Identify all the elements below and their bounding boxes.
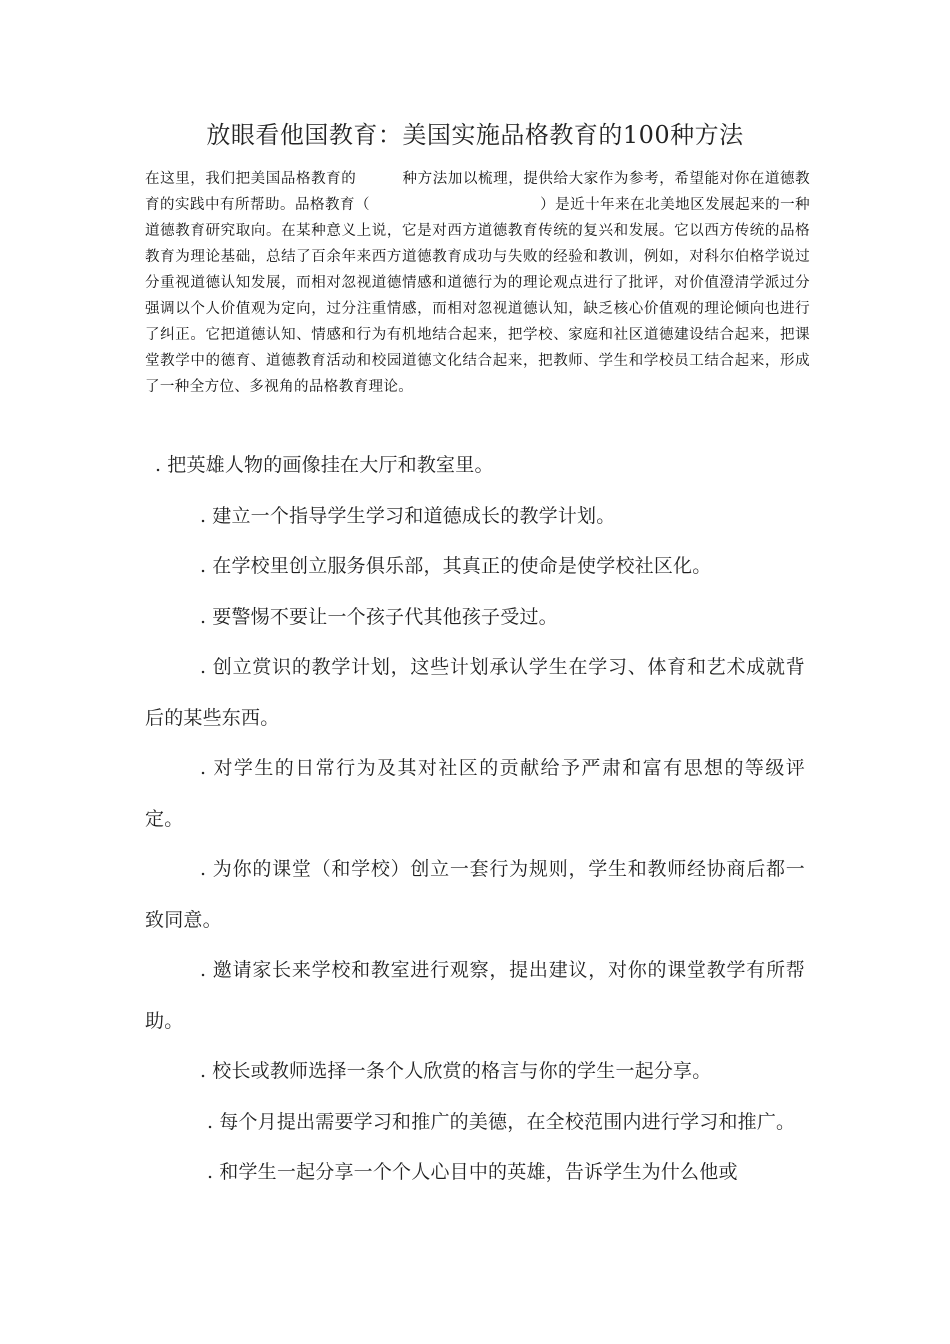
method-item <box>145 592 805 643</box>
item-bullet: . <box>200 959 207 981</box>
document-title: 放眼看他国教育：美国实施品格教育的100种方法 <box>206 121 744 149</box>
item-bullet: . <box>200 605 207 628</box>
method-text: 邀请家长来学校和教室进行观察，提出建议，对你的课堂教学有所帮助。 <box>145 959 805 1032</box>
method-text: 为你的课堂（和学校）创立一套行为规则，学生和教师经协商后都一致同意。 <box>145 858 805 931</box>
method-text: 校长或教师选择一条个人欣赏的格言与你的学生一起分享。 <box>212 1060 712 1082</box>
method-item <box>145 1046 805 1097</box>
method-item <box>145 743 805 844</box>
method-item <box>145 491 805 542</box>
method-text: 建立一个指导学生学习和道德成长的教学计划。 <box>212 504 616 527</box>
method-text: 在学校里创立服务俱乐部，其真正的使命是使学校社区化。 <box>212 555 712 577</box>
method-item <box>145 642 805 743</box>
method-text: 和学生一起分享一个个人心目中的英雄，告诉学生为什么他或 <box>219 1161 738 1183</box>
intro-paragraph <box>145 166 810 400</box>
intro-text-part2: 种方法加以梳理，提供给大家作为参考，希望能对你在道德教育的实践中有所帮助。品格教育（ <box>145 171 810 213</box>
item-bullet: . <box>200 656 207 678</box>
item-bullet: . <box>155 454 162 476</box>
method-item <box>145 1147 805 1198</box>
method-text: 把英雄人物的画像挂在大厅和教室里。 <box>167 454 494 476</box>
method-text: 创立赏识的教学计划，这些计划承认学生在学习、体育和艺术成就背后的某些东西。 <box>145 656 805 729</box>
item-bullet: . <box>200 555 207 577</box>
method-text: 要警惕不要让一个孩子代其他孩子受过。 <box>212 605 558 628</box>
method-item <box>145 1097 805 1148</box>
item-bullet: . <box>200 858 207 880</box>
method-item <box>145 541 805 592</box>
method-item <box>145 844 805 945</box>
item-bullet: . <box>200 757 207 779</box>
item-bullet: . <box>200 1060 207 1082</box>
intro-text-part3: ）是近十年来在北美地区发展起来的一种道德教育研究取向。在某种意义上说，它是对西方道德教育传统的复兴和发展。它以西方传统的品格教育为理论基础，总结了百余年来西方道德教育成功与失败的经验和教训，例如，对科尔伯格学说过分重视道德认知发展，而相对忽视道德情感和道德行为的理论观点进行了批评，对价值澄清学派过分强调以个人价值观为定向，过分注重情感，而相对忽视道德认知，缺乏核心价值观的理论倾向也进行了纠正。它把道德认知、情感和行为有机地结合起来，把学校、家庭和社区道德建设结合起来，把课堂教学中的德育、道德教育活动和校园道德文化结合起来，把教师、学生和学校员工结合起来，形成了一种全方位、多视角的品格教育理论。 <box>145 197 810 395</box>
methods-list <box>145 440 805 1198</box>
intro-text-part1: 在这里，我们把美国品格教育的 <box>145 171 357 187</box>
method-item <box>145 945 805 1046</box>
method-text: 对学生的日常行为及其对社区的贡献给予严肃和富有思想的等级评定。 <box>145 757 805 830</box>
item-bullet: . <box>207 1110 214 1133</box>
item-bullet: . <box>200 504 207 527</box>
item-bullet: . <box>207 1161 214 1183</box>
method-text: 每个月提出需要学习和推广的美德，在全校范围内进行学习和推广。 <box>219 1110 796 1133</box>
method-item <box>145 440 805 491</box>
